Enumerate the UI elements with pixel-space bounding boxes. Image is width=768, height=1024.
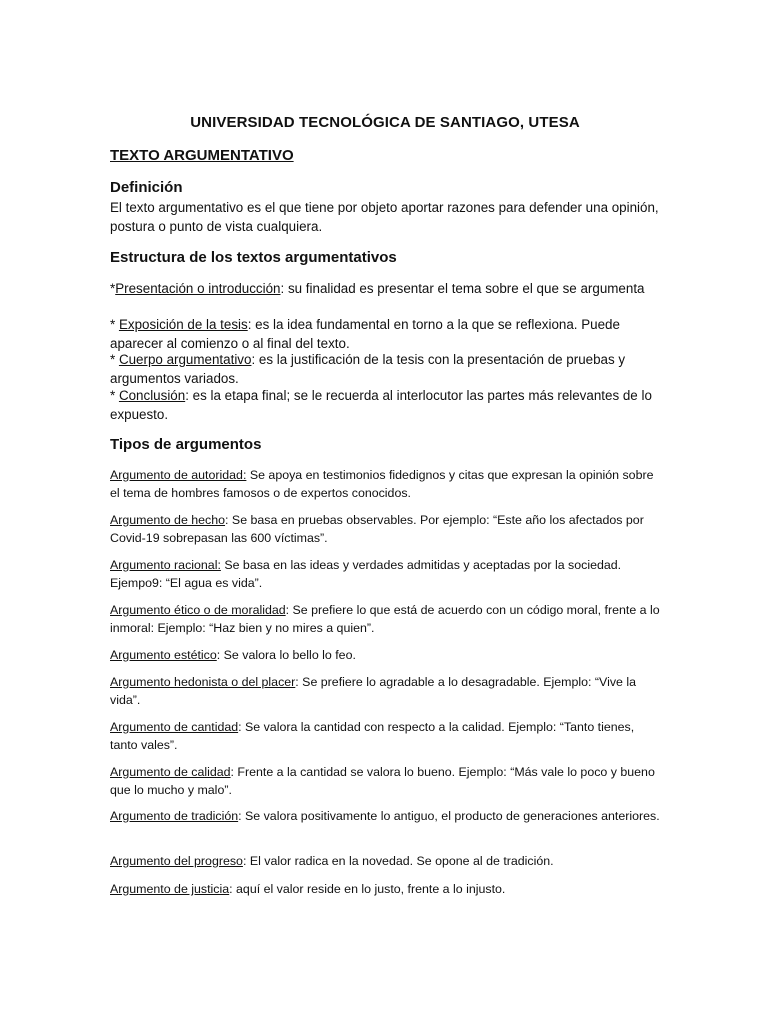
estructura-item: * Conclusión: es la etapa final; se le recuerda al interlocutor las partes más relevantes de lo expuesto.	[110, 388, 652, 422]
tipos-heading: Tipos de argumentos	[110, 436, 262, 453]
estructura-item: * Cuerpo argumentativo: es la justificación de la tesis con la presentación de pruebas y argumentos variados.	[110, 352, 626, 386]
estructura-item: *Presentación o introducción: su finalidad es presentar el tema sobre el que se argumenta	[110, 281, 645, 296]
estructura-item: * Exposición de la tesis: es la idea fundamental en torno a la que se reflexiona. Puede aparecer al comienzo o al final del texto.	[110, 317, 620, 351]
argumento-name: Argumento racional:	[110, 558, 221, 572]
argumento-name: Argumento de autoridad:	[110, 468, 247, 482]
argumento-item: Argumento del progreso: El valor radica en la novedad. Se opone al de tradición.	[110, 854, 554, 868]
argumento-item: Argumento de hecho: Se basa en pruebas observables. Por ejemplo: “Este año los afectados por Covid-19 sobrepasan las 600 víctimas”.	[110, 513, 644, 545]
argumento-name: Argumento de cantidad	[110, 720, 239, 734]
argumento-item: Argumento racional: Se basa en las ideas y verdades admitidas y aceptadas por la sociedad. Ejempo9: “El agua es vida”.	[110, 558, 622, 590]
document-title: TEXTO ARGUMENTATIVO	[110, 147, 294, 164]
argumento-item: Argumento ético o de moralidad: Se prefiere lo que está de acuerdo con un código moral, frente a lo inmoral: Ejemplo: “Haz bien y no mires a quien”.	[110, 603, 660, 635]
estructura-term: Conclusión	[118, 388, 186, 403]
estructura-heading: Estructura de los textos argumentativos	[110, 249, 397, 266]
argumento-name: Argumento de tradición	[110, 809, 239, 823]
estructura-term: Presentación o introducción	[115, 281, 281, 296]
estructura-term: Exposición de la tesis	[118, 317, 248, 332]
argumento-name: Argumento hedonista o del placer	[110, 675, 296, 689]
university-title: UNIVERSIDAD TECNOLÓGICA DE SANTIAGO, UTESA	[190, 114, 580, 131]
argumento-name: Argumento estético	[110, 648, 217, 662]
argumento-name: Argumento de calidad	[110, 765, 231, 779]
argumento-name: Argumento ético o de moralidad	[110, 603, 286, 617]
argumento-name: Argumento del progreso	[110, 854, 243, 868]
argumento-item: Argumento de autoridad: Se apoya en testimonios fidedignos y citas que expresan la opinión sobre el tema de hombres famosos o de expertos conocidos.	[110, 468, 654, 500]
argumento-name: Argumento de hecho	[110, 513, 226, 527]
definicion-text: El texto argumentativo es el que tiene por objeto aportar razones para defender una opinión, postura o punto de vista cualquiera.	[110, 200, 659, 234]
argumento-item: Argumento de justicia: aquí el valor reside en lo justo, frente a lo injusto.	[110, 882, 506, 896]
argumento-item: Argumento de cantidad: Se valora la cantidad con respecto a la calidad. Ejemplo: “Tanto tienes, tanto vales”.	[110, 720, 635, 752]
argumento-item: Argumento estético: Se valora lo bello lo feo.	[110, 648, 356, 662]
argumento-item: Argumento de calidad: Frente a la cantidad se valora lo bueno. Ejemplo: “Más vale lo poco y bueno que lo mucho y malo”.	[110, 765, 655, 797]
estructura-term: Cuerpo argumentativo	[118, 352, 252, 367]
definicion-heading: Definición	[110, 179, 183, 196]
argumento-item: Argumento hedonista o del placer: Se prefiere lo agradable a lo desagradable. Ejemplo: “Vive la vida”.	[110, 675, 637, 707]
argumento-item: Argumento de tradición: Se valora positivamente lo antiguo, el producto de generaciones anteriores.	[110, 809, 660, 823]
argumento-name: Argumento de justicia	[110, 882, 230, 896]
